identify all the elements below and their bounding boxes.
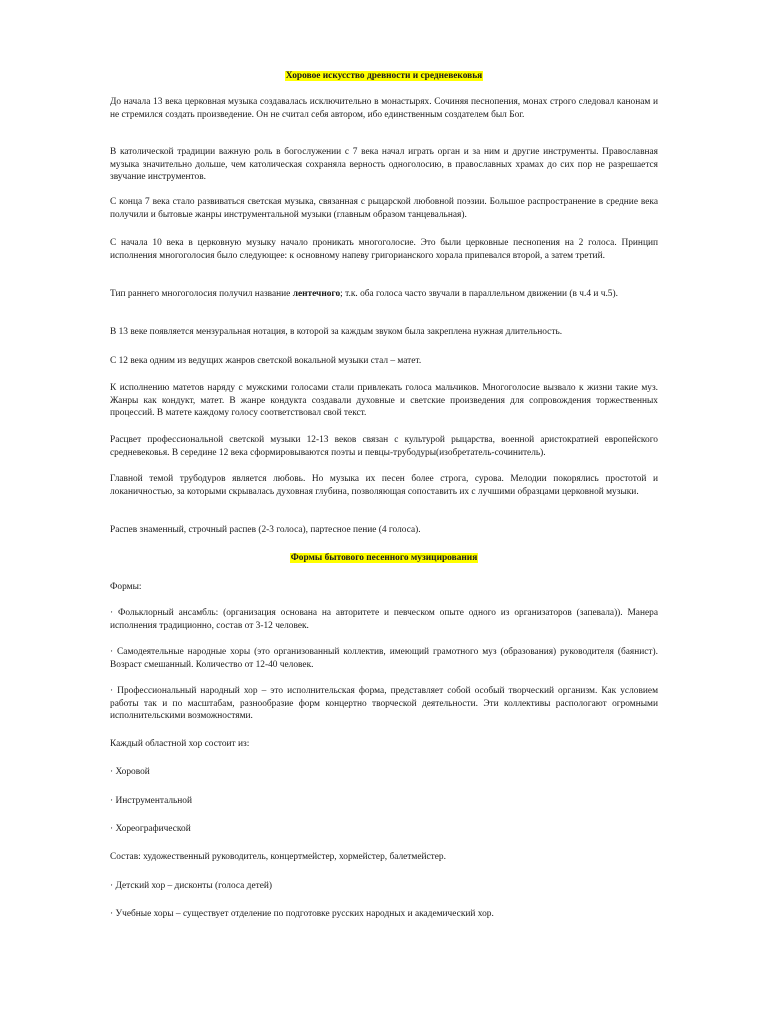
term-bold: лентечного — [292, 289, 341, 299]
list-item-amateur-choirs: · Самодеятельные народные хоры (это организованный коллектив, имеющий грамотного муз (образования) руководителя (баянист). Возраст смешанный. Количество от 12-40 человек. — [110, 647, 658, 670]
paragraph-choir-consists: Каждый областной хор состоит из: — [110, 739, 250, 749]
paragraph-troubadours-theme: Главной темой трубодуров является любовь. Но музыка их песен более строга, сурова. Мелодии покорялись простотой и локаничностью, за которыми скрывалась духовная глубина, позволяющая сопоставить их с лучшими образцами церковной музыки. — [110, 474, 658, 497]
paragraph-catholic-tradition: В католической традиции важную роль в богослужении с 7 века начал играть орган и за ним и другие инструменты. Православная музыка значительно дольше, чем католическая сохраняла верность одноголосию, в православных храмах до сих пор не разрешается звучание инструментов. — [110, 147, 658, 183]
paragraph-early-polyphony: Тип раннего многоголосия получил название лентечного; т.к. оба голоса часто звучали в параллельном движении (в ч.4 и ч.5). — [110, 289, 618, 299]
heading-highlight: Формы бытового песенного музицирования — [290, 553, 478, 563]
paragraph-polyphony: С начала 10 века в церковную музыку начало проникать многоголосие. Это были церковные песнопения на 2 голоса. Принцип исполнения многоголосия было следующее: к основному напеву григорианского хорала припевался второй, а затем третий. — [110, 238, 658, 261]
document-page — [110, 0, 658, 1024]
list-item-children-choir: · Детский хор – дисконты (голоса детей) — [110, 881, 272, 891]
paragraph-staff-composition: Состав: художественный руководитель, концертмейстер, хормейстер, балетмейстер. — [110, 852, 446, 862]
heading-highlight: Хоровое искусство древности и средневековья — [285, 71, 483, 81]
paragraph-troubadours-rise: Расцвет профессиональной светской музыки 12-13 веков связан с культурой рыцарства, военной аристократией европейского средневековья. В середине 12 века сформировываются поэты и певцы-трубодуры(изобретатель-сочинитель). — [110, 435, 658, 458]
paragraph-mensural-notation: В 13 веке появляется мензуральная нотация, в которой за каждым звуком была закреплена нужная длительность. — [110, 327, 563, 337]
list-item-choral: · Хоровой — [110, 767, 150, 777]
paragraph-church-music: До начала 13 века церковная музыка создавалась исключительно в монастырях. Сочиняя песнопения, монах строго следовал канонам и не стремился создать произведение. Он не считал себя автором, ибо единственным создателем был Бог. — [110, 97, 658, 120]
list-item-professional-choir: · Профессиональный народный хор – это исполнительская форма, представляет собой особый творческий организм. Как условием работы так и по масштабам, разнообразие форм концертно творческой деятельности. Эти коллективы распологают огромными исполнительскими возможностями. — [110, 686, 658, 722]
list-item-educational-choirs: · Учебные хоры – существует отделение по подготовке русских народных и академический хор. — [110, 909, 494, 919]
paragraph-matet-genre: С 12 века одним из ведущих жанров светской вокальной музыки стал – матет. — [110, 356, 422, 366]
paragraph-secular-music: С конца 7 века стало развиваться светская музыка, связанная с рыцарской любовной поэзии. Большое распространение в средние века получили и бытовые жанры инструментальной музыки (главным образом танцевальная). — [110, 197, 658, 220]
paragraph-boys-voices: К исполнению матетов наряду с мужскими голосами стали привлекать голоса мальчиков. Многоголосие вызвало к жизни такие муз. Жанры как кондукт, матет. В жанре кондукта создавали духовные и светские произведения для сопровождения торжественных процессий. В матете каждому голосу соответствовал свой текст. — [110, 383, 658, 419]
paragraph-chant-types: Распев знаменный, строчный распев (2-3 голоса), партесное пение (4 голоса). — [110, 525, 421, 535]
list-item-folk-ensemble: · Фольклорный ансамбль: (организация основана на авторитете и певческом опыте одного из организаторов (запевала)). Манера исполнения традиционно, состав от 3-12 человек. — [110, 608, 658, 631]
list-item-instrumental: · Инструментальной — [110, 796, 192, 806]
list-item-choreographic: · Хореографической — [110, 824, 191, 834]
paragraph-forms-label: Формы: — [110, 582, 142, 592]
section-heading-choral-art — [110, 70, 658, 82]
section-heading-song-forms — [110, 552, 658, 564]
